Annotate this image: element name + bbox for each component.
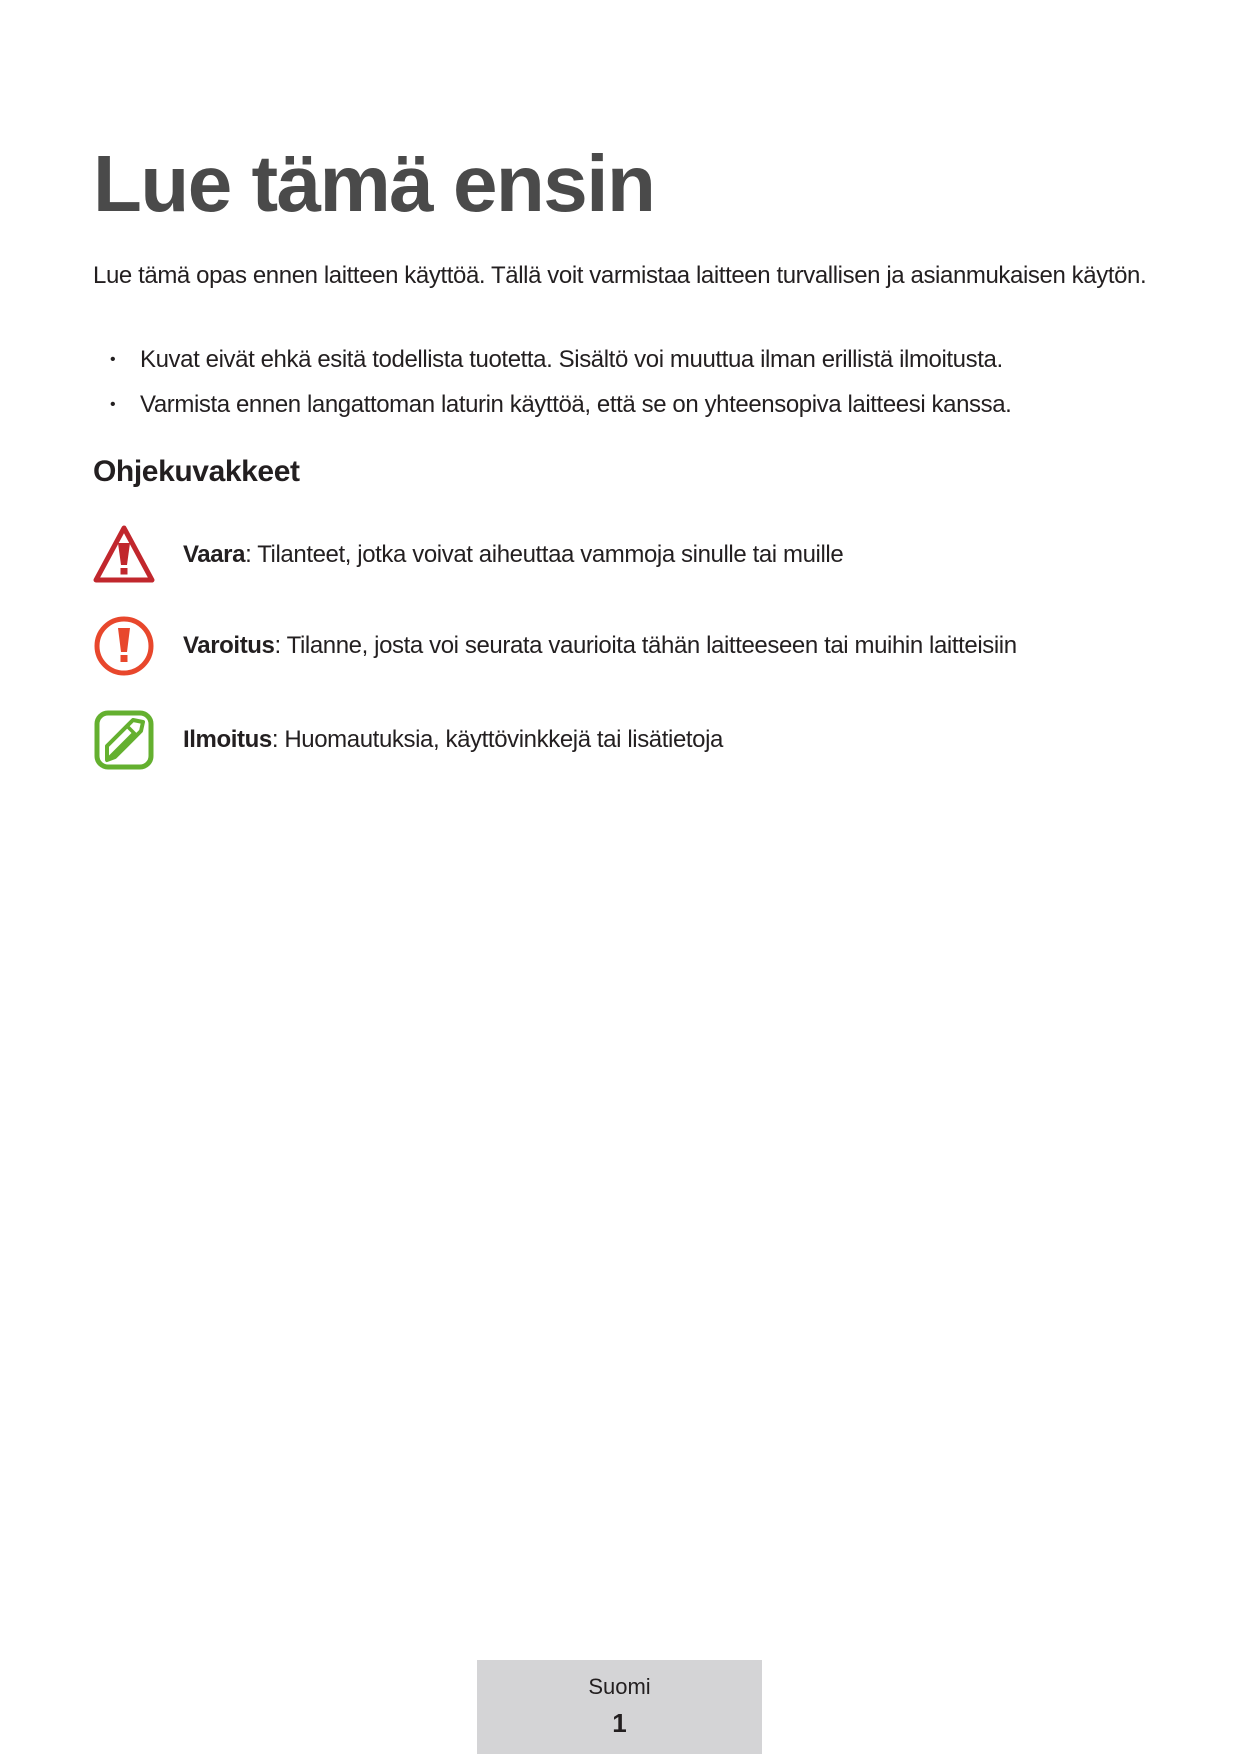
icon-description [183,726,723,754]
warning-triangle-icon [93,524,155,586]
intro-paragraph: Lue tämä opas ennen laitteen käyttöä. Tällä voit varmistaa laitteen turvallisen ja asianmukaisen käytön. [93,262,1147,289]
page-title: Lue tämä ensin [93,139,655,228]
icon-text: Huomautuksia, käyttövinkkejä tai lisätietoja [284,726,723,753]
caution-circle-icon [93,615,155,677]
bullet-dot: • [110,351,116,368]
bullet-list [93,342,1153,432]
footer-language: Suomi [588,1674,651,1699]
section-heading: Ohjekuvakkeet [93,455,300,488]
list-item [93,387,1153,423]
icon-text: Tilanne, josta voi seurata vaurioita tähän laitteeseen tai muihin laitteisiin [286,632,1017,659]
note-pencil-icon [93,709,155,771]
icon-description [183,541,843,569]
icon-separator: : [274,632,287,659]
list-item [93,342,1153,378]
icon-label: Vaara [183,541,246,568]
icon-separator: : [271,726,285,753]
icon-row-note [93,709,1193,771]
icon-row-danger [93,524,1193,586]
bullet-dot: • [110,396,116,413]
icon-row-caution [93,615,1193,677]
page-footer [477,1660,762,1754]
bullet-text: Varmista ennen langattoman laturin käyttöä, että se on yhteensopiva laitteesi kanssa. [140,391,1012,418]
icon-separator: : [245,541,258,568]
page-number: 1 [612,1708,627,1738]
icon-label: Varoitus [183,632,275,659]
icon-label: Ilmoitus [183,726,272,753]
icon-description [183,632,1017,660]
bullet-text: Kuvat eivät ehkä esitä todellista tuotetta. Sisältö voi muuttua ilman erillistä ilmoitusta. [140,346,1003,373]
icon-text: Tilanteet, jotka voivat aiheuttaa vammoja sinulle tai muille [257,541,844,568]
